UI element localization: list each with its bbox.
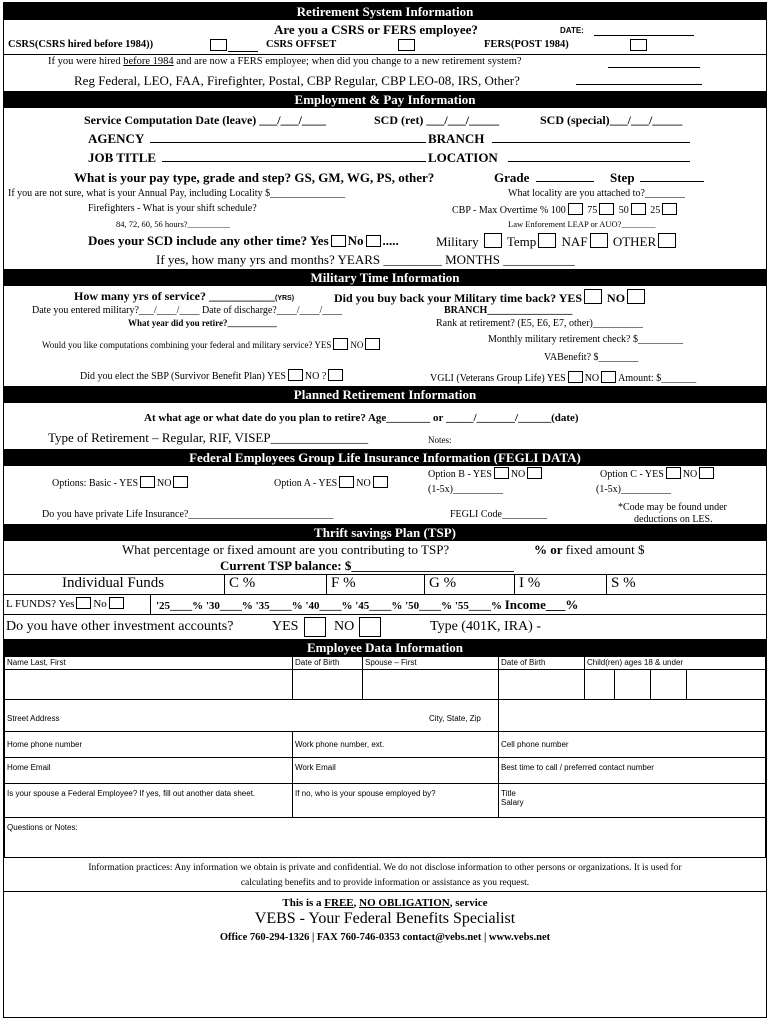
vgli-question: VGLI (Veterans Group Life) YES (430, 373, 566, 384)
child-4-field[interactable] (687, 670, 766, 700)
best-time-field[interactable] (499, 758, 766, 784)
work-email-field[interactable] (293, 758, 499, 784)
code-note-1: *Code may be found under (618, 502, 727, 513)
l-pct-25[interactable]: ____% (170, 600, 204, 612)
combining-row (4, 334, 766, 352)
how-many-yrs (74, 289, 294, 304)
firefighters-row (4, 201, 766, 218)
section-retirement-system: Retirement System Information (4, 3, 766, 20)
title-salary-field[interactable] (499, 784, 766, 818)
child-3-field[interactable] (651, 670, 687, 700)
fund-divider-s (606, 575, 607, 594)
section-employment-pay: Employment & Pay Information (4, 91, 766, 108)
information-practices (4, 858, 766, 892)
agency-field[interactable] (150, 131, 426, 143)
street-address-field[interactable] (5, 700, 499, 732)
section-military: Military Time Information (4, 269, 766, 286)
fers-label: FERS(POST 1984) (484, 39, 569, 50)
pay-type-row (4, 166, 766, 187)
scd-include-no-checkbox[interactable] (366, 235, 381, 247)
individual-funds-row (4, 574, 766, 595)
tsp-contrib-question: What percentage or fixed amount are you contributing to TSP? (122, 542, 450, 557)
option-c-label: Option C - YES (600, 469, 664, 480)
sbp-yes-checkbox[interactable] (288, 369, 303, 381)
how-many-label: How many yrs of service? ___________ (74, 289, 275, 303)
child-2-field[interactable] (615, 670, 651, 700)
l-year-55: '55 (454, 600, 469, 612)
l-pct-55[interactable]: ____% (468, 600, 502, 612)
scd-ret: SCD (ret) ___/___/_____ (374, 113, 500, 127)
fegli-options-row (4, 466, 766, 502)
option-b-range: (1-5x)__________ (428, 484, 503, 495)
questions-notes-field[interactable] (5, 818, 766, 858)
contact-line: Office 760-294-1326 | FAX 760-746-0353 contact@vebs.net | www.vebs.net (219, 932, 551, 943)
fund-divider-i (514, 575, 515, 594)
section-tsp: Thrift savings Plan (TSP) (4, 524, 766, 541)
section-planned-retirement: Planned Retirement Information (4, 386, 766, 403)
work-phone-label: Work phone number, ext. (295, 740, 385, 749)
cbp-overtime (452, 203, 679, 216)
scd-include-dots: ..... (382, 233, 399, 248)
csrs-label: CSRS(CSRS hired before 1984)) (8, 39, 154, 50)
annual-pay: If you are not sure, what is your Annual Pay, including Locality $_______________ (8, 188, 346, 199)
scd-include-no-label: No (347, 233, 364, 248)
tsp-balance-row (4, 558, 766, 574)
l-funds-no-checkbox[interactable] (109, 597, 124, 609)
hired-underlined: before 1984 (123, 56, 174, 67)
company-name: VEBS - Your Federal Benefits Specialist (254, 910, 516, 927)
job-title-row (4, 147, 766, 166)
buy-back-yes-label: YES (558, 291, 583, 305)
children-header: Child(ren) ages 18 & under (585, 657, 766, 670)
l-pct-40[interactable]: ____% (319, 600, 353, 612)
hours-row (4, 218, 766, 231)
scd-include-question: Does your SCD include any other time? (88, 233, 308, 248)
combining-no-label: NO (350, 340, 364, 350)
option-a-yes-checkbox[interactable] (339, 476, 354, 488)
branch-field[interactable] (492, 131, 690, 143)
option-c-no-checkbox[interactable] (699, 467, 714, 479)
combining (42, 338, 382, 350)
l-year-40: '40 (305, 600, 320, 612)
branch-label: BRANCH (428, 131, 485, 146)
l-year-25: '25 (156, 600, 171, 612)
combining-yes-checkbox[interactable] (333, 338, 348, 350)
free-service-line (4, 892, 766, 909)
l-funds-years (156, 597, 578, 613)
retire-age-row (4, 403, 766, 429)
date-entered: Date you entered military?___/____/____ Date of discharge?____/____/____ (32, 305, 343, 316)
fund-divider-f (326, 575, 327, 594)
l-funds-row (4, 595, 766, 615)
other-investments-question: Do you have other investment accounts? (6, 619, 234, 634)
spouse-federal-field[interactable] (5, 784, 293, 818)
individual-funds-label: Individual Funds (62, 575, 165, 591)
fegli-option-c (600, 467, 716, 480)
l-income-label: Income (504, 597, 546, 612)
agency-label: AGENCY (88, 131, 145, 146)
monthly-check: Monthly military retirement check? $_________ (488, 334, 683, 345)
naf-label: NAF (561, 234, 588, 249)
retire-year: What year did you retire?___________ (128, 318, 277, 328)
option-a-no-checkbox[interactable] (373, 476, 388, 488)
fegli-private-row (4, 502, 766, 524)
spouse-dob-header: Date of Birth (499, 657, 585, 670)
location-field[interactable] (508, 150, 690, 162)
fund-divider-g (424, 575, 425, 594)
time-types (436, 233, 678, 250)
grade-field[interactable] (536, 170, 594, 182)
pay-type-question: What is your pay type, grade and step? GS, GM, WG, PS, other? (74, 170, 435, 185)
spouse-field[interactable] (363, 670, 499, 700)
fegli-code: FEGLI Code_________ (450, 509, 547, 520)
ot-75-label: 75 (587, 205, 598, 216)
tsp-contrib-answer (534, 542, 645, 558)
location-label: LOCATION (428, 150, 498, 165)
reg-federal-row (4, 71, 766, 91)
vgli (430, 371, 696, 384)
scd-include (88, 233, 399, 249)
fund-f[interactable]: F % (331, 575, 356, 591)
l-funds-no-label: No (93, 598, 107, 610)
best-time-label: Best time to call / preferred contact number (501, 763, 654, 772)
option-b-yes-checkbox[interactable] (494, 467, 509, 479)
code-note-2: deductions on LES. (634, 514, 713, 525)
temp-label: Temp (506, 234, 537, 249)
no-obligation-text: NO OBLIGATION (359, 897, 450, 909)
buy-back-yes-checkbox[interactable] (584, 289, 602, 304)
csrs-offset-label: CSRS OFFSET (266, 39, 337, 50)
csrs-fers-options-row (4, 38, 766, 55)
military-label: Military (436, 234, 479, 249)
vgli-yes-checkbox[interactable] (568, 371, 583, 383)
yrs-months: If yes, how many yrs and months? YEARS _________ MONTHS ___________ (156, 252, 575, 267)
agency-row (4, 128, 766, 147)
csrs-fers-question: Are you a CSRS or FERS employee? (274, 22, 478, 37)
naf-checkbox[interactable] (590, 233, 608, 248)
option-b-label: Option B - YES (428, 469, 492, 480)
yrs-unit: (YRS) (274, 295, 295, 302)
l-pct-35[interactable]: ____% (269, 600, 303, 612)
option-c-no-label: NO (682, 469, 698, 480)
home-email-field[interactable] (5, 758, 293, 784)
fegli-basic (52, 476, 190, 489)
reg-federal-text: Reg Federal, LEO, FAA, Firefighter, Postal, CBP Regular, CBP LEO-08, IRS, Other? (74, 73, 520, 88)
l-income-pct[interactable]: ___% (545, 597, 579, 612)
basic-no-label: NO (157, 478, 172, 489)
name-field[interactable] (5, 670, 293, 700)
tsp-contrib-row (4, 541, 766, 558)
pct-or: % or (534, 542, 563, 557)
work-email-label: Work Email (295, 763, 336, 772)
military-branch: BRANCH_________________ (444, 305, 573, 316)
work-phone-field[interactable] (293, 732, 499, 758)
practices-line-1: Information practices: Any information we obtain is private and confidential. We do not disclose information to other persons or organizations. It is used for (88, 863, 682, 873)
free-prefix: This is a (282, 897, 325, 909)
practices-line-2: calculating benefits and to provide information or assistance as you request. (240, 878, 530, 888)
date-field[interactable] (594, 24, 694, 36)
scd-row (4, 108, 766, 128)
option-b-no-label: NO (510, 469, 526, 480)
hired-before-text (48, 56, 522, 67)
section-fegli: Federal Employees Group Life Insurance Information (FEGLI DATA) (4, 449, 766, 466)
fund-c[interactable]: C % (229, 575, 256, 591)
buy-back-no-checkbox[interactable] (627, 289, 645, 304)
military-service-row (4, 286, 766, 304)
combining-question: Would you like computations combining your federal and military service? YES (42, 340, 332, 350)
retirement-type: Type of Retirement – Regular, RIF, VISEP_______________ (48, 430, 369, 445)
ot-25-label: 25 (650, 205, 661, 216)
spouse-employer-label: If no, who is your spouse employed by? (295, 789, 436, 798)
ot-50-label: 50 (618, 205, 629, 216)
fund-g[interactable]: G % (429, 575, 457, 591)
home-phone-label: Home phone number (7, 740, 83, 749)
l-pct-50[interactable]: ____% (419, 600, 453, 612)
job-title-label: JOB TITLE (88, 150, 157, 165)
ot-100-checkbox[interactable] (568, 203, 583, 215)
vgli-no-checkbox[interactable] (601, 371, 616, 383)
ot-25-checkbox[interactable] (662, 203, 677, 215)
fegli-option-a (274, 476, 390, 489)
retire-age: At what age or what date do you plan to retire? Age________ or _____/_______/______(date) (144, 412, 579, 424)
dob-field[interactable] (293, 670, 363, 700)
investment-type: Type (401K, IRA) - (430, 619, 541, 634)
csrs-line (228, 40, 258, 52)
ot-50-checkbox[interactable] (631, 203, 646, 215)
city-state-zip-label: City, State, Zip (429, 714, 481, 723)
other-inv-yes-label: YES (272, 619, 299, 634)
other-label: OTHER (612, 234, 657, 249)
reg-other-field[interactable] (576, 73, 702, 85)
free-text: FREE (324, 897, 354, 909)
buy-back-question: Did you buy back your Military time back? (334, 291, 557, 305)
basic-label: Options: Basic - YES (52, 478, 139, 489)
other-inv-no-label: NO (334, 619, 355, 634)
employee-data-grid (4, 656, 766, 858)
military-checkbox[interactable] (484, 233, 502, 248)
l-funds-divider (150, 595, 151, 614)
basic-yes-checkbox[interactable] (140, 476, 155, 488)
scd-include-row (4, 231, 766, 251)
basic-no-checkbox[interactable] (173, 476, 188, 488)
fers-checkbox[interactable] (630, 39, 647, 51)
home-phone-field[interactable] (5, 732, 293, 758)
scd-leave: Service Computation Date (leave) ___/___/____ (84, 113, 326, 127)
temp-checkbox[interactable] (538, 233, 556, 248)
other-inv-no-box[interactable] (359, 617, 381, 637)
cell-phone-label: Cell phone number (501, 740, 569, 749)
l-year-30: '30 (205, 600, 220, 612)
dob-header: Date of Birth (293, 657, 363, 670)
private-insurance: Do you have private Life Insurance?_____________________________ (42, 509, 334, 520)
other-checkbox[interactable] (658, 233, 676, 248)
date-label: DATE: (560, 26, 584, 35)
hired-before-row (4, 55, 766, 71)
buy-back-no-label: NO (607, 291, 626, 305)
va-benefit-row (4, 352, 766, 366)
sbp (80, 369, 345, 382)
vgli-no-label: NO (584, 373, 600, 384)
sbp-question: Did you elect the SBP (Survivor Benefit Plan) YES (80, 371, 286, 382)
sbp-row (4, 366, 766, 386)
vgli-amount: Amount: $_______ (618, 373, 697, 384)
option-b-no-checkbox[interactable] (527, 467, 542, 479)
city-state-zip-field[interactable] (429, 700, 766, 732)
option-a-no-label: NO (356, 478, 371, 489)
military-dates-row (4, 304, 766, 318)
retirement-type-row (4, 429, 766, 449)
hired-change-field[interactable] (608, 56, 700, 68)
fund-divider-c (224, 575, 225, 594)
csrs-checkbox[interactable] (210, 39, 227, 51)
csrs-offset-checkbox[interactable] (398, 39, 415, 51)
job-title-field[interactable] (162, 150, 426, 162)
l-funds (6, 597, 126, 610)
scd-include-yes-label: Yes (309, 233, 329, 248)
fixed-amount: fixed amount $ (565, 542, 645, 557)
fegli-option-b (428, 467, 544, 480)
spouse-federal-label: Is your spouse a Federal Employee? If yes, fill out another data sheet. (7, 789, 256, 798)
rank: Rank at retirement? (E5, E6, E7, other)__________ (436, 318, 643, 329)
annual-pay-row (4, 187, 766, 201)
questions-notes-label: Questions or Notes: (7, 823, 78, 832)
option-c-yes-checkbox[interactable] (666, 467, 681, 479)
spouse-header: Spouse – First (363, 657, 499, 670)
retirement-form (3, 2, 767, 1018)
va-benefit: VABenefit? $________ (544, 352, 639, 363)
child-1-field[interactable] (585, 670, 615, 700)
title-label: Title (501, 789, 516, 798)
l-funds-label: L FUNDS? Yes (6, 598, 75, 610)
option-a-label: Option A - YES (274, 478, 338, 489)
firefighters-label: Firefighters - What is your shift schedule? (88, 203, 257, 214)
other-inv-yes-box[interactable] (304, 617, 326, 637)
street-address-label: Street Address (7, 714, 60, 723)
l-funds-yes-checkbox[interactable] (76, 597, 91, 609)
leap: Law Enforement LEAP or AUO?________ (508, 219, 656, 229)
free-comma: , (353, 897, 360, 909)
fund-i[interactable]: I % (519, 575, 541, 591)
other-investments-row (4, 615, 766, 639)
scd-special: SCD (special)___/___/_____ (540, 113, 683, 127)
ot-75-checkbox[interactable] (599, 203, 614, 215)
cbp-overtime-label: CBP - Max Overtime % 100 (452, 205, 566, 216)
l-year-50: '50 (405, 600, 420, 612)
grade-label: Grade (494, 170, 530, 185)
hired-suffix: and are now a FERS employee; when did you change to a new retirement system? (173, 56, 522, 67)
locality: What locality are you attached to?________ (508, 188, 685, 199)
name-header: Name Last, First (5, 657, 293, 670)
notes-label: Notes: (428, 435, 452, 445)
hired-prefix: If you were hired (48, 56, 124, 67)
option-c-range: (1-5x)__________ (596, 484, 671, 495)
salary-label: Salary (501, 798, 524, 807)
cell-phone-field[interactable] (499, 732, 766, 758)
yrs-months-row (4, 251, 766, 269)
l-year-45: '45 (355, 600, 370, 612)
step-label: Step (610, 170, 635, 185)
retire-year-row (4, 318, 766, 334)
section-employee-data: Employee Data Information (4, 639, 766, 656)
sbp-no-checkbox[interactable] (328, 369, 343, 381)
home-email-label: Home Email (7, 763, 51, 772)
fund-s[interactable]: S % (611, 575, 636, 591)
combining-no-checkbox[interactable] (365, 338, 380, 350)
step-field[interactable] (640, 170, 704, 182)
tsp-balance: Current TSP balance: $_________________________ (220, 558, 514, 573)
service-text: , service (449, 897, 488, 909)
sbp-no-label: NO ? (304, 371, 327, 382)
l-pct-45[interactable]: ____% (369, 600, 403, 612)
l-year-35: '35 (255, 600, 270, 612)
hours: 84, 72, 60, 56 hours?__________ (116, 219, 231, 229)
csrs-fers-question-row (4, 20, 766, 38)
spouse-dob-field[interactable] (499, 670, 585, 700)
scd-include-yes-checkbox[interactable] (331, 235, 346, 247)
spouse-employer-field[interactable] (293, 784, 499, 818)
l-pct-30[interactable]: ____% (219, 600, 253, 612)
